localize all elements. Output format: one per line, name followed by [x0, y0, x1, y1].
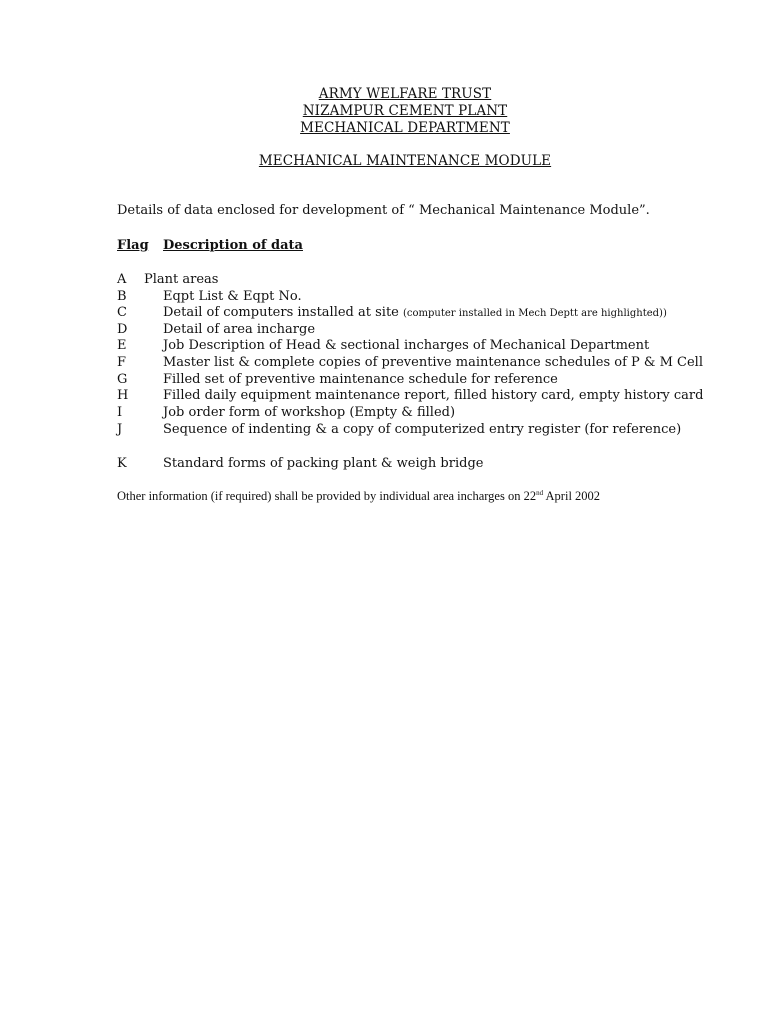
- organization-title: ARMY WELFARE TRUST: [318, 86, 492, 102]
- flag-label: K: [117, 456, 127, 471]
- flag-label: G: [117, 372, 128, 387]
- list-item: [0, 289, 768, 306]
- flag-label: I: [117, 405, 123, 420]
- item-description: Job Description of Head & sectional incharges of Mechanical Department: [163, 338, 650, 353]
- module-title: MECHANICAL MAINTENANCE MODULE: [258, 153, 552, 169]
- footer-note: [117, 489, 600, 504]
- flag-label: H: [117, 388, 129, 403]
- list-item: [0, 422, 768, 439]
- flag-label: E: [117, 338, 127, 353]
- flag-label: A: [117, 272, 127, 287]
- item-description: Detail of computers installed at site: [163, 305, 399, 320]
- plant-title: NIZAMPUR CEMENT PLANT: [302, 103, 508, 119]
- item-description: Master list & complete copies of preventive maintenance schedules of P & M Cell: [163, 355, 703, 370]
- item-note: (computer installed in Mech Deptt are highlighted)): [403, 308, 667, 319]
- intro-text: Details of data enclosed for development of “ Mechanical Maintenance Module”.: [117, 203, 650, 218]
- flag-column-header: Flag: [117, 238, 149, 253]
- list-item: [0, 338, 768, 355]
- footer-superscript: nd: [536, 489, 544, 497]
- flag-label: F: [117, 355, 127, 370]
- item-description: Eqpt List & Eqpt No.: [163, 289, 302, 304]
- flag-label: B: [117, 289, 127, 304]
- item-description-wrapper: [163, 305, 667, 320]
- item-description: Standard forms of packing plant & weigh bridge: [163, 456, 484, 471]
- item-description: Sequence of indenting & a copy of computerized entry register (for reference): [163, 422, 682, 437]
- footer-date-text: April 2002: [543, 489, 601, 503]
- flag-label: D: [117, 322, 128, 337]
- department-title: MECHANICAL DEPARTMENT: [300, 120, 510, 136]
- flag-label: C: [117, 305, 127, 320]
- item-description: Job order form of workshop (Empty & filled): [163, 405, 456, 420]
- flag-label: J: [117, 422, 123, 437]
- list-item: [0, 272, 768, 289]
- list-item: [0, 322, 768, 339]
- item-description: Filled daily equipment maintenance report, filled history card, empty history card: [163, 388, 704, 403]
- item-description: Filled set of preventive maintenance schedule for reference: [163, 372, 558, 387]
- description-column-header: Description of data: [163, 238, 303, 253]
- item-description: Plant areas: [144, 272, 219, 287]
- list-item: [0, 456, 768, 473]
- list-item: [0, 405, 768, 422]
- list-item: [0, 372, 768, 389]
- list-item: [0, 388, 768, 405]
- footer-text: Other information (if required) shall be provided by individual area incharges on 22: [117, 489, 537, 503]
- item-description: Detail of area incharge: [163, 322, 316, 337]
- list-item: [0, 355, 768, 372]
- list-item: [0, 305, 768, 322]
